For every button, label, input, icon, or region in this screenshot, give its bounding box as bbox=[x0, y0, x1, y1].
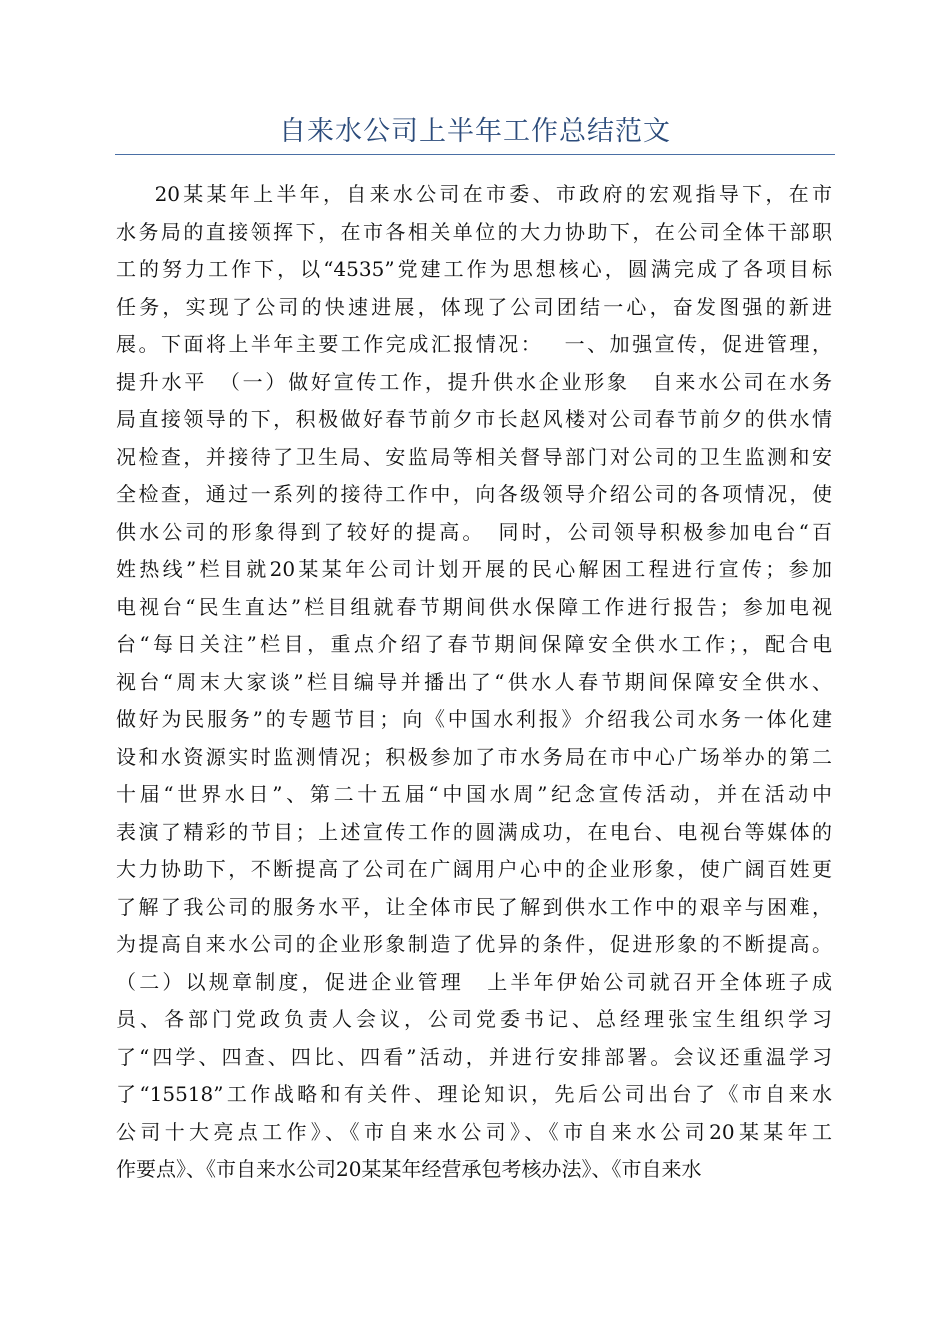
body-line: 电视台“民生直达”栏目组就春节期间供水保障工作进行报告；参加电视 bbox=[116, 594, 832, 619]
body-line: 作要点》、《市自来水公司20某某年经营承包考核办法》、《市自来水 bbox=[116, 1157, 702, 1181]
body-line: 全检查，通过一系列的接待工作中，向各级领导介绍公司的各项情况，使 bbox=[116, 482, 832, 506]
document-title: 自来水公司上半年工作总结范文 bbox=[279, 116, 671, 147]
body-line: 十届“世界水日”、第二十五届“中国水周”纪念宣传活动，并在活动中 bbox=[116, 782, 832, 806]
body-line: 表演了精彩的节目；上述宣传工作的圆满成功，在电台、电视台等媒体的 bbox=[116, 819, 832, 844]
body-line: 况检查，并接待了卫生局、安监局等相关督导部门对公司的卫生监测和安 bbox=[116, 444, 832, 469]
title-underline bbox=[115, 154, 835, 155]
body-line: 员、各部门党政负责人会议，公司党委书记、总经理张宝生组织学习 bbox=[116, 1007, 832, 1031]
body-line: 了解了我公司的服务水平，让全体市民了解到供水工作中的艰辛与困难， bbox=[116, 894, 832, 919]
body-line: 视台“周末大家谈”栏目编导并播出了“供水人春节期间保障安全供水、 bbox=[116, 669, 832, 694]
body-line: 姓热线”栏目就20某某年公司计划开展的民心解困工程进行宣传；参加 bbox=[116, 557, 832, 581]
body-line: 大力协助下，不断提高了公司在广阔用户心中的企业形象，使广阔百姓更 bbox=[116, 857, 832, 881]
body-line: 任务，实现了公司的快速进展，体现了公司团结一心，奋发图强的新进 bbox=[116, 294, 832, 319]
body-line: 工的努力工作下，以“4535”党建工作为思想核心，圆满完成了各项目标 bbox=[116, 257, 832, 281]
body-line: 做好为民服务”的专题节目；向《中国水利报》介绍我公司水务一体化建 bbox=[116, 707, 832, 731]
body-line: 展。下面将上半年主要工作完成汇报情况： 一、加强宣传，促进管理， bbox=[116, 332, 832, 356]
body-line: 水务局的直接领挥下，在市各相关单位的大力协助下，在公司全体干部职 bbox=[116, 219, 832, 244]
document-body bbox=[116, 176, 832, 1189]
body-line: 设和水资源实时监测情况；积极参加了市水务局在市中心广场举办的第二 bbox=[116, 744, 832, 769]
body-line: 公司十大亮点工作》、《市自来水公司》、《市自来水公司20某某年工 bbox=[116, 1119, 832, 1144]
body-line: 提升水平 （一）做好宣传工作，提升供水企业形象 自来水公司在水务 bbox=[116, 369, 832, 394]
body-line: 为提高自来水公司的企业形象制造了优异的条件，促进形象的不断提高。 bbox=[116, 932, 832, 956]
body-line: 供水公司的形象得到了较好的提高。 同时，公司领导积极参加电台“百 bbox=[116, 519, 832, 544]
body-line: 了“15518”工作战略和有关件、理论知识，先后公司出台了《市自来水 bbox=[116, 1082, 832, 1106]
body-line: 了“四学、四查、四比、四看”活动，并进行安排部署。会议还重温学习 bbox=[116, 1044, 832, 1069]
body-line: （二）以规章制度，促进企业管理 上半年伊始公司就召开全体班子成 bbox=[116, 969, 832, 994]
body-line: 台“每日关注”栏目，重点介绍了春节期间保障安全供水工作；，配合电 bbox=[116, 632, 832, 656]
body-line: 20某某年上半年，自来水公司在市委、市政府的宏观指导下，在市 bbox=[116, 182, 832, 206]
body-line: 局直接领导的下，积极做好春节前夕市长赵风楼对公司春节前夕的供水情 bbox=[116, 407, 832, 431]
